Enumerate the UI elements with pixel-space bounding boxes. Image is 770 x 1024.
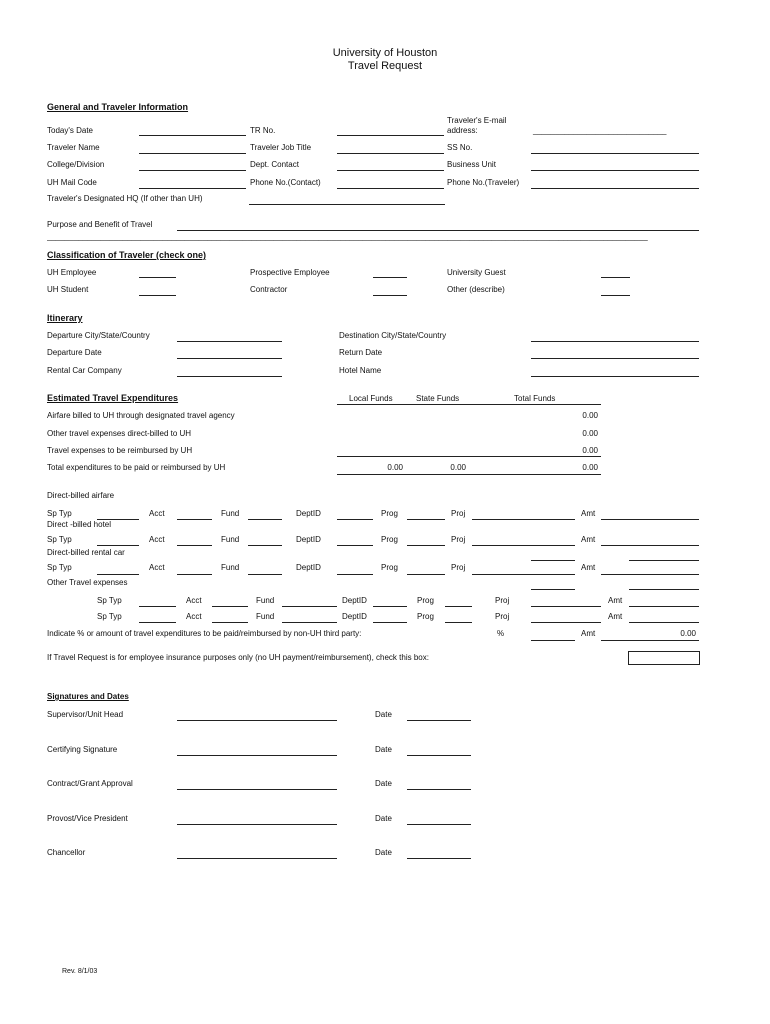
other-check[interactable] [601, 295, 630, 296]
insurance-checkbox[interactable] [628, 651, 700, 665]
other-travel-label: Other Travel expenses [47, 578, 128, 587]
uh-employee-label: UH Employee [47, 268, 97, 277]
other1-prog-field[interactable] [445, 606, 472, 607]
date-label: Date [375, 814, 392, 823]
fund-label: Fund [256, 596, 275, 605]
total-rule [337, 474, 601, 475]
traveler-name-field[interactable] [139, 153, 246, 154]
other1-amt-field[interactable] [629, 606, 699, 607]
acct-label: Acct [149, 535, 165, 544]
general-heading: General and Traveler Information [47, 102, 189, 112]
other2-prog-field[interactable] [445, 622, 472, 623]
dept-contact-field[interactable] [337, 170, 444, 171]
org-title: University of Houston [332, 47, 438, 59]
certifying-signature-field[interactable] [177, 755, 337, 756]
form-title: Travel Request [347, 60, 423, 72]
acct-label: Acct [186, 612, 202, 621]
supervisor-date-field[interactable] [407, 720, 471, 721]
sp-typ-label: Sp Typ [47, 563, 72, 572]
mail-code-label: UH Mail Code [47, 178, 97, 187]
deptid-label: DeptID [296, 563, 321, 572]
email-field[interactable]: ______________________________ [533, 126, 667, 135]
third-party-amt-value: 0.00 [680, 629, 696, 638]
hq-label: Traveler's Designated HQ (If other than UH) [47, 194, 203, 203]
tr-no-label: TR No. [250, 126, 276, 135]
signatures-heading: Signatures and Dates [47, 692, 129, 701]
sp-typ-label: Sp Typ [47, 535, 72, 544]
contract-signature-field[interactable] [177, 789, 337, 790]
college-label: College/Division [47, 160, 105, 169]
col-local: Local Funds [349, 394, 393, 403]
prog-label: Prog [381, 535, 398, 544]
hq-field[interactable] [249, 204, 445, 205]
percent-label: % [497, 629, 505, 638]
acct-label: Acct [149, 563, 165, 572]
sp-typ-label: Sp Typ [47, 509, 72, 518]
hotel-acct-field[interactable] [177, 545, 212, 546]
proj-label: Proj [451, 535, 466, 544]
job-title-label: Traveler Job Title [250, 143, 312, 152]
todays-date-field[interactable] [139, 135, 246, 136]
hotel-fund-field[interactable] [248, 545, 282, 546]
rental-sp-typ-field[interactable] [97, 574, 139, 575]
return-date-label: Return Date [339, 348, 383, 357]
total-state: 0.00 [450, 463, 466, 472]
amt-label: Amt [608, 596, 623, 605]
email-label-line1: Traveler's E-mail [447, 116, 507, 125]
other2-fund-field[interactable] [282, 622, 337, 623]
proj-label: Proj [451, 563, 466, 572]
other2-sp-typ-field[interactable] [139, 622, 176, 623]
third-party-percent-field[interactable] [531, 640, 575, 641]
other2-proj-field[interactable] [531, 622, 601, 623]
date-label: Date [375, 745, 392, 754]
provost-date-field[interactable] [407, 824, 471, 825]
contractor-check[interactable] [373, 295, 407, 296]
other-extra-line-1 [531, 589, 575, 590]
dept-contact-label: Dept. Contact [250, 160, 299, 169]
phone-traveler-label: Phone No.(Traveler) [447, 178, 520, 187]
proj-label: Proj [495, 612, 510, 621]
sp-typ-label: Sp Typ [97, 612, 122, 621]
amt-label: Amt [581, 509, 596, 518]
date-label: Date [375, 779, 392, 788]
rental-proj-field[interactable] [472, 574, 575, 575]
airfare-total: 0.00 [582, 411, 598, 420]
hotel-field[interactable] [531, 376, 699, 377]
reimbursed-total: 0.00 [582, 446, 598, 455]
insurance-label: If Travel Request is for employee insurance purposes only (no UH payment/reimbursement), check this box: [47, 653, 429, 662]
other-extra-line-2 [629, 589, 699, 590]
rental-fund-field[interactable] [248, 574, 282, 575]
tr-no-field[interactable] [337, 135, 444, 136]
supervisor-signature-field[interactable] [177, 720, 337, 721]
departure-date-label: Departure Date [47, 348, 102, 357]
acct-label: Acct [186, 596, 202, 605]
prog-label: Prog [417, 612, 434, 621]
prog-label: Prog [381, 563, 398, 572]
contract-label: Contract/Grant Approval [47, 779, 133, 788]
supervisor-label: Supervisor/Unit Head [47, 710, 124, 719]
proj-label: Proj [495, 596, 510, 605]
deptid-label: DeptID [342, 612, 367, 621]
prog-label: Prog [417, 596, 434, 605]
phone-contact-field[interactable] [337, 188, 444, 189]
mail-code-field[interactable] [139, 188, 246, 189]
purpose-label: Purpose and Benefit of Travel [47, 220, 153, 229]
deptid-label: DeptID [296, 535, 321, 544]
hotel-label: Hotel Name [339, 366, 382, 375]
amt-label: Amt [608, 612, 623, 621]
airfare-label: Airfare billed to UH through designated travel agency [47, 411, 235, 420]
direct-airfare-label: Direct-billed airfare [47, 491, 115, 500]
purpose-rule: _______________________________________________________________________________________________________________________________________ [47, 232, 648, 241]
provost-signature-field[interactable] [177, 824, 337, 825]
third-party-amt-field[interactable] [601, 640, 699, 641]
fund-label: Fund [221, 509, 240, 518]
rental-acct-field[interactable] [177, 574, 212, 575]
itinerary-heading: Itinerary [47, 313, 83, 323]
airfare-amt-field[interactable] [601, 519, 699, 520]
airfare-fund-field[interactable] [248, 519, 282, 520]
other2-acct-field[interactable] [212, 622, 248, 623]
college-field[interactable] [139, 170, 246, 171]
subtotal-rule [337, 456, 601, 457]
provost-label: Provost/Vice President [47, 814, 128, 823]
destination-city-label: Destination City/State/Country [339, 331, 447, 340]
departure-city-label: Departure City/State/Country [47, 331, 150, 340]
total-local: 0.00 [387, 463, 403, 472]
hotel-proj-field[interactable] [472, 545, 575, 546]
prog-label: Prog [381, 509, 398, 518]
airfare-prog-field[interactable] [407, 519, 445, 520]
traveler-name-label: Traveler Name [47, 143, 100, 152]
chancellor-signature-field[interactable] [177, 858, 337, 859]
other1-acct-field[interactable] [212, 606, 248, 607]
rental-prog-field[interactable] [407, 574, 445, 575]
job-title-field[interactable] [337, 153, 444, 154]
uh-student-label: UH Student [47, 285, 89, 294]
hotel-prog-field[interactable] [407, 545, 445, 546]
rental-label: Rental Car Company [47, 366, 122, 375]
hotel-deptid-field[interactable] [337, 545, 373, 546]
business-unit-field[interactable] [531, 170, 699, 171]
ss-no-label: SS No. [447, 143, 473, 152]
phone-traveler-field[interactable] [531, 188, 699, 189]
total-total: 0.00 [582, 463, 598, 472]
uh-employee-check[interactable] [139, 277, 176, 278]
airfare-proj-field[interactable] [472, 519, 575, 520]
date-label: Date [375, 710, 392, 719]
other1-proj-field[interactable] [531, 606, 601, 607]
certifying-date-field[interactable] [407, 755, 471, 756]
date-label: Date [375, 848, 392, 857]
total-label: Total expenditures to be paid or reimbursed by UH [47, 463, 226, 472]
other1-sp-typ-field[interactable] [139, 606, 176, 607]
other2-amt-field[interactable] [629, 622, 699, 623]
other1-deptid-field[interactable] [373, 606, 407, 607]
fund-label: Fund [221, 535, 240, 544]
expenditures-heading: Estimated Travel Expenditures [47, 393, 179, 403]
sp-typ-label: Sp Typ [97, 596, 122, 605]
departure-city-field[interactable] [177, 341, 282, 342]
reimbursed-label: Travel expenses to be reimbursed by UH [47, 446, 193, 455]
guest-label: University Guest [447, 268, 506, 277]
airfare-acct-field[interactable] [177, 519, 212, 520]
deptid-label: DeptID [342, 596, 367, 605]
guest-check[interactable] [601, 277, 630, 278]
other-label: Other (describe) [447, 285, 505, 294]
col-total: Total Funds [514, 394, 556, 403]
columns-rule [337, 404, 601, 405]
purpose-field[interactable] [177, 230, 699, 231]
uh-student-check[interactable] [139, 295, 176, 296]
fund-label: Fund [256, 612, 275, 621]
revision-note: Rev. 8/1/03 [62, 968, 98, 975]
contract-date-field[interactable] [407, 789, 471, 790]
direct-rental-label: Direct-billed rental car [47, 548, 125, 557]
chancellor-date-field[interactable] [407, 858, 471, 859]
hotel-sp-typ-field[interactable] [97, 545, 139, 546]
contractor-label: Contractor [250, 285, 288, 294]
departure-date-field[interactable] [177, 358, 282, 359]
prospective-check[interactable] [373, 277, 407, 278]
col-state: State Funds [416, 394, 460, 403]
deptid-label: DeptID [296, 509, 321, 518]
amt-label: Amt [581, 563, 596, 572]
business-unit-label: Business Unit [447, 160, 496, 169]
direct-hotel-label: Direct -billed hotel [47, 520, 112, 529]
other-direct-total: 0.00 [582, 429, 598, 438]
proj-label: Proj [451, 509, 466, 518]
rental-extra-line-2 [629, 560, 699, 561]
hotel-amt-field[interactable] [601, 545, 699, 546]
ss-no-field[interactable] [531, 153, 699, 154]
airfare-deptid-field[interactable] [337, 519, 373, 520]
chancellor-label: Chancellor [47, 848, 86, 857]
rental-extra-line-1 [531, 560, 575, 561]
other2-deptid-field[interactable] [373, 622, 407, 623]
destination-city-field[interactable] [531, 341, 699, 342]
rental-deptid-field[interactable] [337, 574, 373, 575]
return-date-field[interactable] [531, 358, 699, 359]
email-label-line2: address: [447, 126, 478, 135]
certifying-label: Certifying Signature [47, 745, 118, 754]
amt-label: Amt [581, 535, 596, 544]
rental-field[interactable] [177, 376, 282, 377]
other-direct-label: Other travel expenses direct-billed to UH [47, 429, 192, 438]
fund-label: Fund [221, 563, 240, 572]
prospective-label: Prospective Employee [250, 268, 330, 277]
phone-contact-label: Phone No.(Contact) [250, 178, 321, 187]
classification-heading: Classification of Traveler (check one) [47, 250, 207, 260]
amt-label: Amt [581, 629, 596, 638]
rental-amt-field[interactable] [601, 574, 699, 575]
acct-label: Acct [149, 509, 165, 518]
other1-fund-field[interactable] [282, 606, 337, 607]
todays-date-label: Today's Date [47, 126, 93, 135]
third-party-label: Indicate % or amount of travel expenditures to be paid/reimbursed by non-UH third party: [47, 629, 362, 638]
